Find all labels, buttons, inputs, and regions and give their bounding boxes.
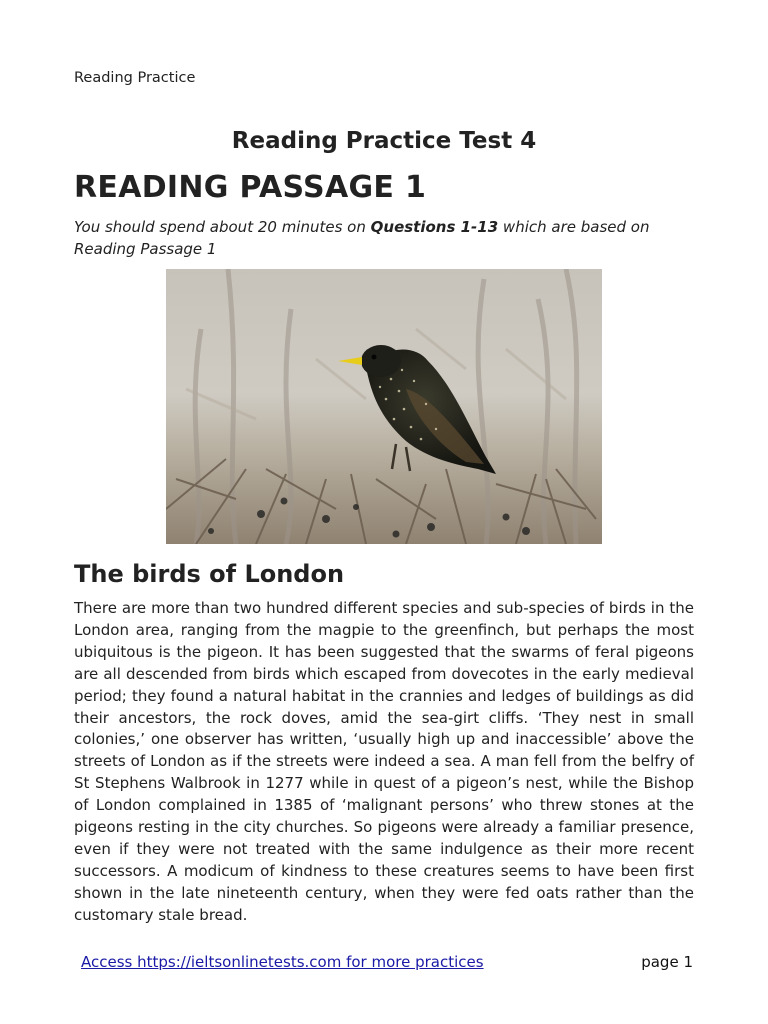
instructions-suffix: which are based on Reading Passage 1 [74, 218, 650, 258]
starling-photo [166, 269, 602, 544]
instructions-questions: Questions 1-13 [370, 218, 499, 236]
page-number: page 1 [641, 953, 693, 971]
passage-title: READING PASSAGE 1 [74, 170, 427, 205]
test-title: Reading Practice Test 4 [231, 128, 537, 154]
starling-illustration [166, 269, 602, 544]
article-body: There are more than two hundred different species and sub-species of birds in the London area, ranging from the magpie to the greenfinch, but perhaps the most ubiquitous is the pigeon. It has been suggested that the swarms of feral pigeons are all descended from birds which escaped from dovecotes in the early medieval period; they found a natural habitat in the crannies and ledges of buildings as did their ancestors, the rock doves, amid the sea-girt cliffs. ‘They nest in small colonies,’ one observer has written, ‘usually high up and inaccessible’ above the streets of London as if the streets were indeed a sea. A man fell from the belfry of St Stephens Walbrook in 1277 while in quest of a pigeon’s nest, while the Bishop of London complained in 1385 of ‘malignant persons’ who threw stones at the pigeons resting in the city churches. So pigeons were already a familiar presence, even if they were not treated with the same indulgence as their more recent successors. A modicum of kindness to these creatures seems to have been first shown in the late nineteenth century, when they were fed oats rather than the customary stale bread. [74, 599, 694, 924]
article-heading: The birds of London [74, 560, 345, 588]
instructions-prefix: You should spend about 20 minutes on [74, 218, 371, 236]
running-header: Reading Practice [74, 70, 196, 86]
starling-bird [338, 345, 496, 474]
instructions [74, 216, 674, 260]
practice-site-link[interactable]: Access https://ieltsonlinetests.com for more practices [81, 953, 484, 971]
